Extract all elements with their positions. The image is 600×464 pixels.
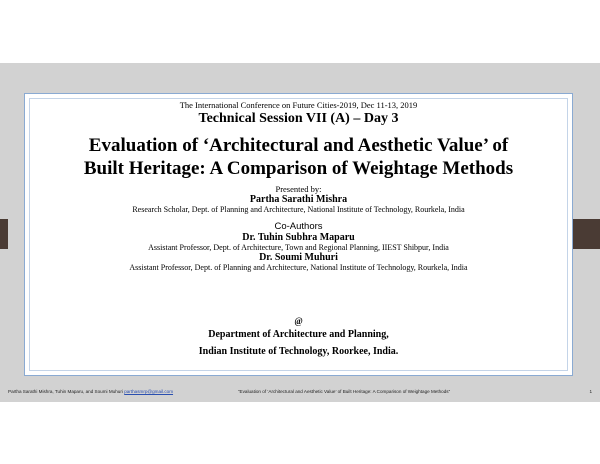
venue-institute: Indian Institute of Technology, Roorkee, India. [198,346,399,357]
coauthor-affiliation: Assistant Professor, Dept. of Architecture, Town and Regional Planning, IIEST Shibpur, India [148,243,449,252]
presenter-block [25,184,572,214]
venue-department: Department of Architecture and Planning, [208,329,389,340]
title-line-1: Evaluation of ‘Architectural and Aesthetic Value’ of [88,135,509,156]
paper-title [25,134,572,180]
coauthors-label: Co-Authors [274,221,323,232]
left-side-tab [0,219,8,249]
footer-email-link[interactable]: parthasmrp@gmail.com [124,389,174,394]
session-heading: Technical Session VII (A) – Day 3 [198,111,399,126]
conference-line: The International Conference on Future Cities-2019, Dec 11-13, 2019 [179,100,418,110]
footer-author-names: Partha Sarathi Mishra, Tuhin Maparu, and Soumi Muhuri [8,389,123,394]
at-symbol: @ [294,316,303,326]
title-line-2: Built Heritage: A Comparison of Weightage Methods [83,158,514,179]
venue-block [25,316,572,360]
title-block [25,100,572,127]
slide [0,63,600,402]
footer-authors [8,389,173,394]
coauthor-name: Dr. Tuhin Subhra Maparu [242,232,355,243]
footer-title: “Evaluation of ‘Architectural and Aesthetic Value’ of Built Heritage: A Comparison of Weightage Methods” [238,389,451,394]
coauthors-block [25,221,572,272]
title-frame [24,93,573,376]
page-number: 1 [589,389,592,394]
presenter-name: Partha Sarathi Mishra [249,194,348,205]
coauthor-affiliation: Assistant Professor, Dept. of Planning and Architecture, National Institute of Technology, Rourkela, India [129,263,468,272]
coauthor-name: Dr. Soumi Muhuri [259,252,338,263]
presented-by-label: Presented by: [275,184,322,194]
presenter-affiliation: Research Scholar, Dept. of Planning and Architecture, National Institute of Technology, Rourkela, India [132,205,465,214]
